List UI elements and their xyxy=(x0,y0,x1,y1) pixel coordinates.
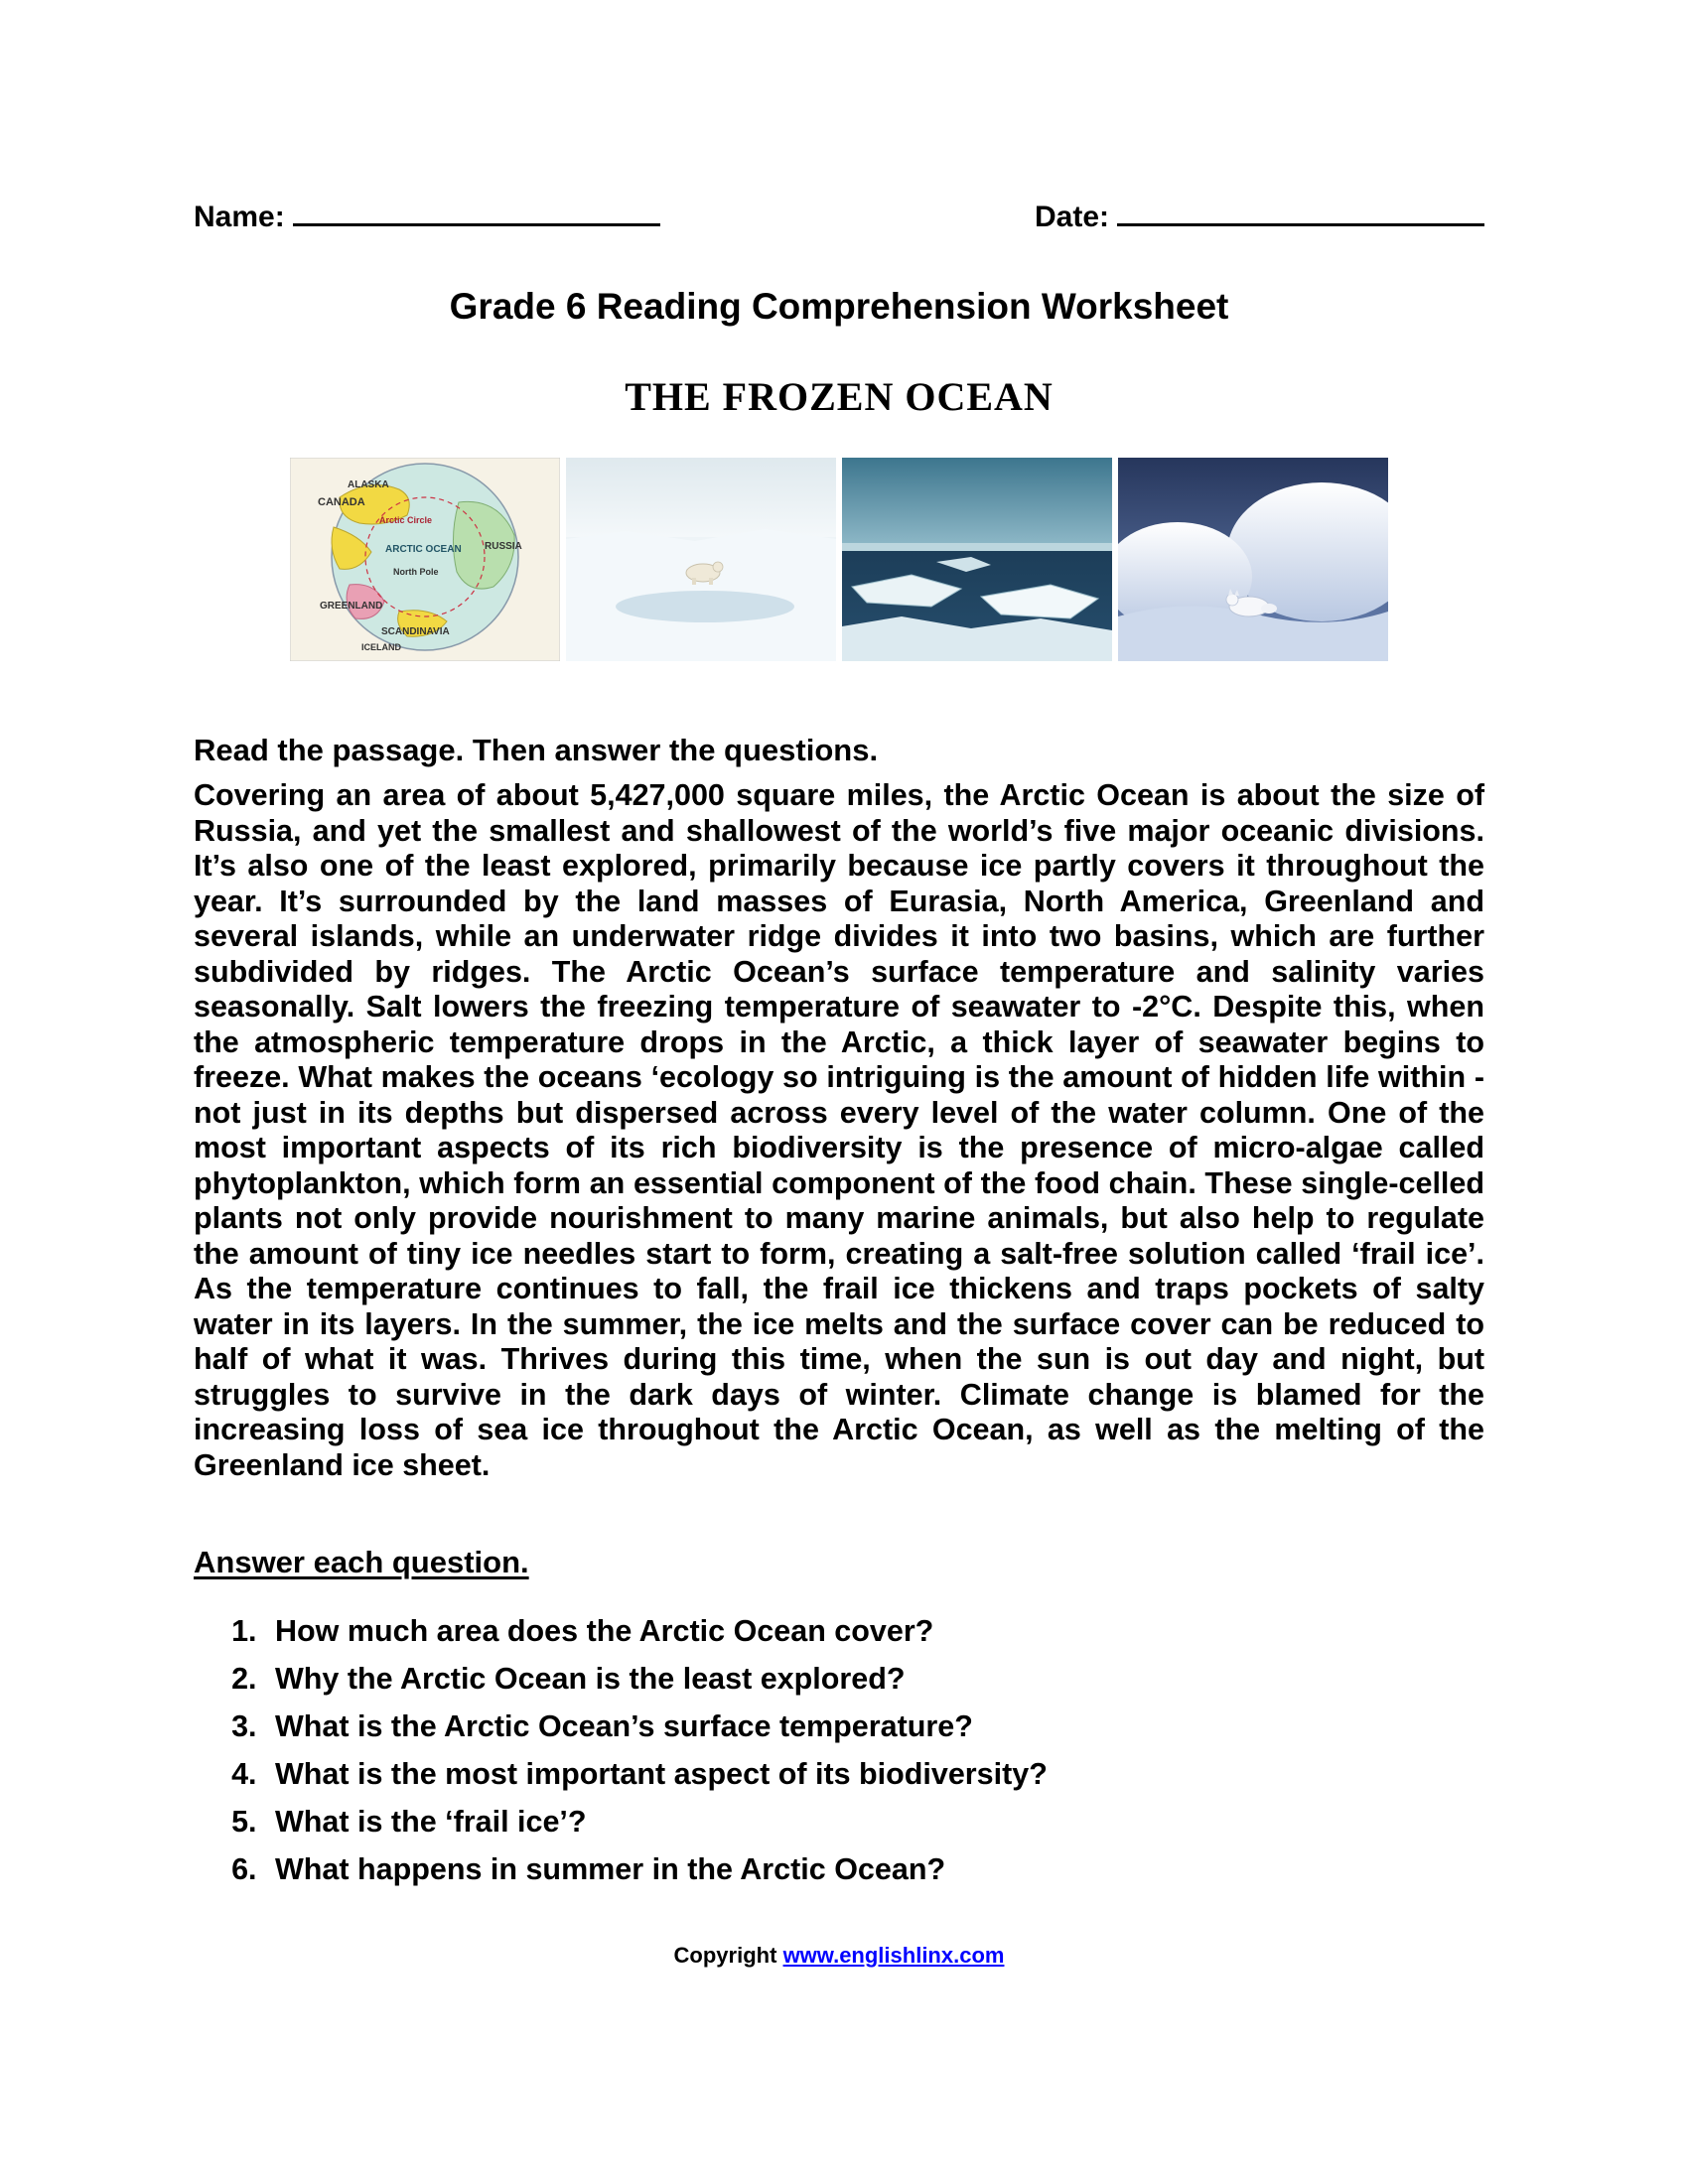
name-label: Name: xyxy=(194,201,285,233)
question-item: 5. What is the ‘frail ice’? xyxy=(265,1805,1484,1840)
arctic-map-image xyxy=(290,458,560,661)
passage-text: Covering an area of about 5,427,000 square miles, the Arctic Ocean is about the size of Russia, and yet the smallest and shallowest of the world’s five major oceanic divisions. It’s also one of the least explored, primarily because ice partly covers it throughout the year. It’s surrounded by the land masses of Eurasia, North America, Greenland and several islands, while an underwater ridge divides it into two basins, which are further subdivided by ridges. The Arctic Ocean’s surface temperature and salinity varies seasonally. Salt lowers the freezing temperature of seawater to -2°C. Despite this, when the atmospheric temperature drops in the Arctic, a thick layer of seawater begins to freeze. What makes the oceans ‘ecology so intriguing is the amount of hidden life within - not just in its depths but dispersed across every level of the water column. One of the most important aspects of its rich biodiversity is the presence of micro-algae called phytoplankton, which form an essential component of the food chain. These single-celled plants not only provide nourishment to many marine animals, but also help to regulate the amount of tiny ice needles start to form, creating a salt-free solution called ‘frail ice’. As the temperature continues to fall, the frail ice thickens and traps pockets of salty water in its layers. In the summer, the ice melts and the surface cover can be reduced to half of what it was. Thrives during this time, when the sun is out day and night, but struggles to survive in the dark days of winter. Climate change is blamed for the increasing loss of sea ice throughout the Arctic Ocean, as well as the melting of the Greenland ice sheet. xyxy=(194,778,1484,1482)
image-strip xyxy=(194,458,1484,661)
date-label: Date: xyxy=(1034,201,1109,233)
question-item: 6. What happens in summer in the Arctic Ocean? xyxy=(265,1852,1484,1887)
questions-list xyxy=(194,1614,1484,1887)
question-item: 1. How much area does the Arctic Ocean cover? xyxy=(265,1614,1484,1649)
ice-floes-image xyxy=(842,458,1112,661)
map-label-scandinavia: SCANDINAVIA xyxy=(381,626,450,637)
polar-bear-image xyxy=(566,458,836,661)
question-item: 4. What is the most important aspect of its biodiversity? xyxy=(265,1757,1484,1792)
copyright-label: Copyright xyxy=(673,1943,777,1968)
instructions-line: Read the passage. Then answer the questions. xyxy=(194,733,879,767)
name-date-row xyxy=(194,194,1484,234)
question-item: 2. Why the Arctic Ocean is the least explored? xyxy=(265,1662,1484,1697)
map-label-russia: RUSSIA xyxy=(485,541,522,552)
name-blank-line xyxy=(293,194,660,226)
question-item: 3. What is the Arctic Ocean’s surface temperature? xyxy=(265,1709,1484,1744)
arctic-fox-image xyxy=(1118,458,1388,661)
worksheet-title: Grade 6 Reading Comprehension Worksheet xyxy=(449,286,1229,327)
englishlinx-link[interactable]: www.englishlinx.com xyxy=(782,1943,1005,1968)
footer xyxy=(194,1943,1484,1969)
map-label-canada: CANADA xyxy=(318,496,365,508)
map-label-iceland: ICELAND xyxy=(361,642,401,652)
map-label-alaska: ALASKA xyxy=(348,479,389,490)
map-label-greenland: GREENLAND xyxy=(320,601,383,612)
map-label-arctic-ocean: ARCTIC OCEAN xyxy=(385,544,462,555)
name-field-group xyxy=(194,194,660,234)
map-label-north-pole: North Pole xyxy=(393,567,439,577)
date-blank-line xyxy=(1117,194,1484,226)
questions-header: Answer each question. xyxy=(194,1545,529,1579)
passage-title: THE FROZEN OCEAN xyxy=(625,374,1054,419)
date-field-group xyxy=(1035,194,1484,234)
map-label-arctic-circle: Arctic Circle xyxy=(379,515,433,525)
